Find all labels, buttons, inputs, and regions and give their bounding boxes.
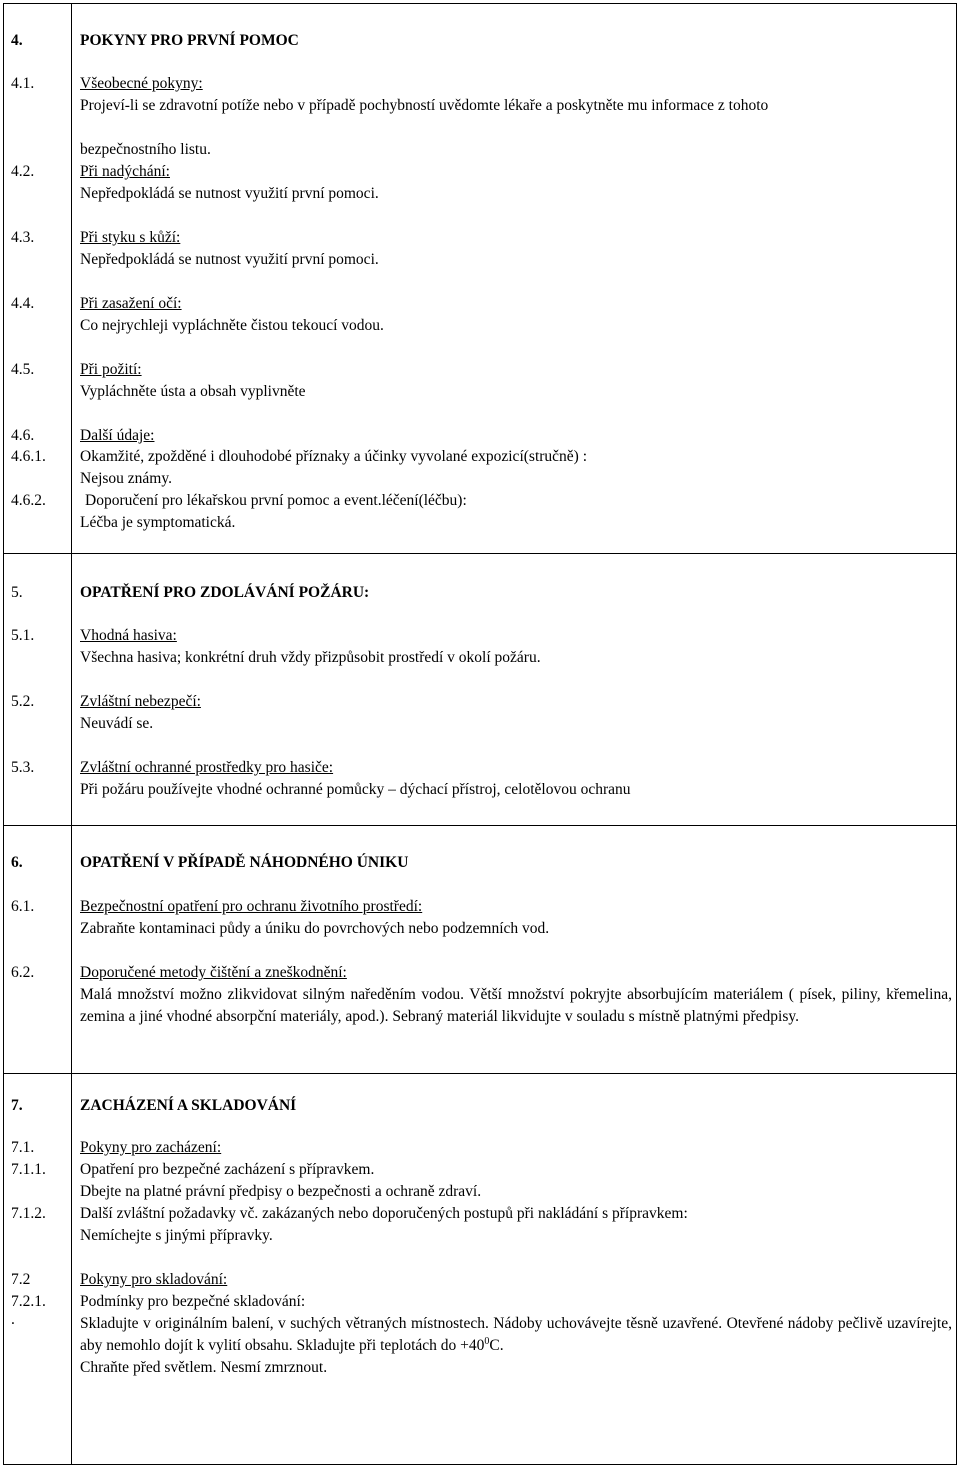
item-6-1-text: Zabraňte kontaminaci půdy a úniku do povrchových nebo podzemních vod. [80,920,550,937]
item-4-6-1-value: Nejsou známy. [80,470,172,487]
section-7-title: ZACHÁZENÍ A SKLADOVÁNÍ [80,1097,297,1114]
item-7-1-1-text: Opatření pro bezpečné zacházení s přípravkem. [80,1161,375,1178]
item-5-2-text: Neuvádí se. [80,715,154,732]
item-4-1-text: Projeví-li se zdravotní potíže nebo v případě pochybností uvědomte lékaře a poskytněte mu informace z tohoto [80,97,769,114]
item-4-5-text: Vypláchněte ústa a obsah vyplivněte [80,383,306,400]
item-5-3-number: 5.3. [11,759,35,776]
section-4-title: POKYNY PRO PRVNÍ POMOC [80,32,299,49]
item-6-2-text: Malá množství možno zlikvidovat silným naředěním vodou. Větší množství pokryjte absorbujícím materiálem ( písek, piliny, křemelina, zemina a jiné vhodné absorpční materiály, apod.). Sebraný materiál likvidujte v souladu s místně platnými předpisy. [80,986,952,1025]
item-5-1-number: 5.1. [11,627,35,644]
item-7-1-1-number: 7.1.1. [11,1161,46,1178]
item-7-2-heading: Pokyny pro skladování: [80,1271,228,1288]
section-5-title: OPATŘENÍ PRO ZDOLÁVÁNÍ POŽÁRU: [80,584,370,601]
item-5-1-text: Všechna hasiva; konkrétní druh vždy přizpůsobit prostředí v okolí požáru. [80,649,541,666]
document-page [3,3,957,1465]
item-4-4-text: Co nejrychleji vypláchněte čistou tekoucí vodou. [80,317,384,334]
item-6-1-heading: Bezpečnostní opatření pro ochranu životního prostředí: [80,898,423,915]
item-4-6-heading: Další údaje: [80,427,155,444]
section-4-number: 4. [11,32,23,49]
item-5-2-number: 5.2. [11,693,35,710]
item-7-2-1-paragraph [80,1313,952,1357]
item-4-2-text: Nepředpokládá se nutnost využití první pomoci. [80,185,379,202]
item-7-2-1-text-3: Chraňte před světlem. Nesmí zmrznout. [80,1359,328,1376]
item-4-6-2-number: 4.6.2. [11,492,46,509]
item-4-5-heading: Při požití: [80,361,142,378]
item-4-6-2-text: Doporučení pro lékařskou první pomoc a event.léčení(léčbu): [85,492,467,509]
section-divider [4,1073,956,1074]
item-4-1-number: 4.1. [11,75,35,92]
item-7-1-2-number: 7.1.2. [11,1205,46,1222]
item-6-2-number: 6.2. [11,964,35,981]
item-4-6-number: 4.6. [11,427,35,444]
item-4-4-number: 4.4. [11,295,35,312]
item-4-6-2-value: Léčba je symptomatická. [80,514,236,531]
item-7-1-number: 7.1. [11,1139,35,1156]
item-4-3-heading: Při styku s kůží: [80,229,181,246]
section-divider [4,825,956,826]
item-4-6-1-number: 4.6.1. [11,448,46,465]
section-6-number: 6. [11,854,23,871]
item-6-2-heading: Doporučené metody čištění a zneškodnění: [80,964,347,981]
section-6-title: OPATŘENÍ V PŘÍPADĚ NÁHODNÉHO ÚNIKU [80,854,409,871]
item-4-1-heading: Všeobecné pokyny: [80,75,203,92]
item-5-1-heading: Vhodná hasiva: [80,627,177,644]
item-5-3-text: Při požáru používejte vhodné ochranné pomůcky – dýchací přístroj, celotělovou ochranu [80,781,631,798]
item-4-2-heading: Při nadýchání: [80,163,170,180]
item-6-1-number: 6.1. [11,898,35,915]
item-7-2-1-number: 7.2.1. [11,1293,46,1310]
item-7-2-1-number-cont: . [11,1311,15,1328]
item-4-4-heading: Při zasažení očí: [80,295,182,312]
section-7-number: 7. [11,1097,23,1114]
storage-text: Skladujte v originálním balení, v suchých větraných místnostech. Nádoby uchovávejte těsně uzavřené. Otevřené nádoby pečlivě uzavírejte, aby nemohlo dojít k vylití obsahu. Skladujte při teplotách do +40 [80,1315,952,1354]
item-5-2-heading: Zvláštní nebezpečí: [80,693,201,710]
item-7-1-1-text-2: Dbejte na platné právní předpisy o bezpečnosti a ochraně zdraví. [80,1183,482,1200]
item-4-3-number: 4.3. [11,229,35,246]
item-4-6-1-text: Okamžité, zpožděné i dlouhodobé příznaky a účinky vyvolané expozicí(stručně) : [80,448,588,465]
item-4-5-number: 4.5. [11,361,35,378]
item-7-1-heading: Pokyny pro zacházení: [80,1139,222,1156]
item-7-2-1-text: Podmínky pro bezpečné skladování: [80,1293,306,1310]
storage-text-end: C. [489,1337,504,1354]
item-4-1-text-cont: bezpečnostního listu. [80,141,211,158]
temperature-superscript: 0 [484,1335,490,1347]
item-7-1-2-text-2: Nemíchejte s jinými přípravky. [80,1227,273,1244]
section-divider [4,553,956,554]
item-7-1-2-text: Další zvláštní požadavky vč. zakázaných nebo doporučených postupů při nakládání s přípravkem: [80,1205,688,1222]
item-7-2-number: 7.2 [11,1271,31,1288]
item-5-3-heading: Zvláštní ochranné prostředky pro hasiče: [80,759,334,776]
item-4-2-number: 4.2. [11,163,35,180]
section-5-number: 5. [11,584,23,601]
column-divider [71,4,72,1464]
item-4-3-text: Nepředpokládá se nutnost využití první pomoci. [80,251,379,268]
